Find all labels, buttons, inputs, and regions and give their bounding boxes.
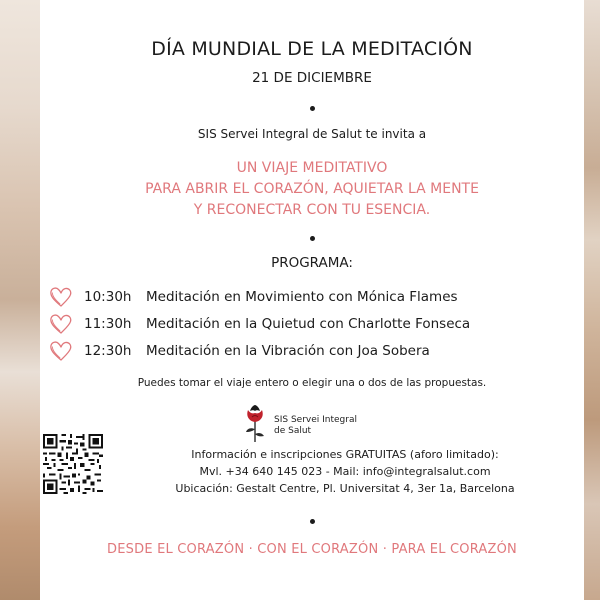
photo-left-panel [0, 0, 40, 600]
logo-line-2: de Salut [274, 426, 312, 436]
page-title: DÍA MUNDIAL DE LA MEDITACIÓN [151, 38, 473, 60]
info-line-2: Mvl. +34 640 145 023 - Mail: info@integralsalut.com [199, 465, 491, 478]
tagline [40, 158, 584, 221]
rose-logo-icon [238, 403, 272, 443]
bullet-dot [310, 106, 315, 111]
footer-slogan: DESDE EL CORAZÓN · CON EL CORAZÓN · PARA EL CORAZÓN [107, 542, 517, 557]
schedule-item [48, 310, 578, 337]
qr-code-icon [43, 434, 103, 494]
contact-info [110, 446, 580, 497]
schedule-activity: Meditación en Movimiento con Mónica Flames [146, 288, 458, 305]
heart-icon [48, 284, 74, 310]
programa-heading: PROGRAMA: [271, 255, 353, 271]
bullet-dot [310, 519, 315, 524]
logo-text [274, 415, 384, 437]
tagline-line-2: PARA ABRIR EL CORAZÓN, AQUIETAR LA MENTE [145, 181, 479, 197]
schedule-time: 12:30h [84, 342, 132, 359]
event-date: 21 DE DICIEMBRE [252, 70, 372, 86]
info-line-1: Información e inscripciones GRATUITAS (aforo limitado): [191, 448, 499, 461]
heart-icon [48, 338, 74, 364]
tagline-line-3: Y RECONECTAR CON TU ESENCIA. [193, 202, 431, 218]
tagline-line-1: UN VIAJE MEDITATIVO [236, 160, 388, 176]
schedule-time: 11:30h [84, 315, 132, 332]
logo-line-1: SIS Servei Integral [274, 415, 357, 425]
heart-icon [48, 311, 74, 337]
note-text: Puedes tomar el viaje entero o elegir una o dos de las propuestas. [137, 377, 487, 389]
schedule-item [48, 283, 578, 310]
bullet-dot [310, 236, 315, 241]
schedule-activity: Meditación en la Quietud con Charlotte Fonseca [146, 315, 471, 332]
schedule-activity: Meditación en la Vibración con Joa Sobera [146, 342, 430, 359]
schedule-time: 10:30h [84, 288, 132, 305]
schedule-item [48, 337, 578, 364]
invite-text: SIS Servei Integral de Salut te invita a [197, 127, 427, 141]
sis-logo [238, 403, 388, 443]
poster-card [40, 0, 584, 600]
schedule-list [48, 283, 578, 364]
info-line-3: Ubicación: Gestalt Centre, Pl. Universitat 4, 3er 1a, Barcelona [175, 482, 515, 495]
